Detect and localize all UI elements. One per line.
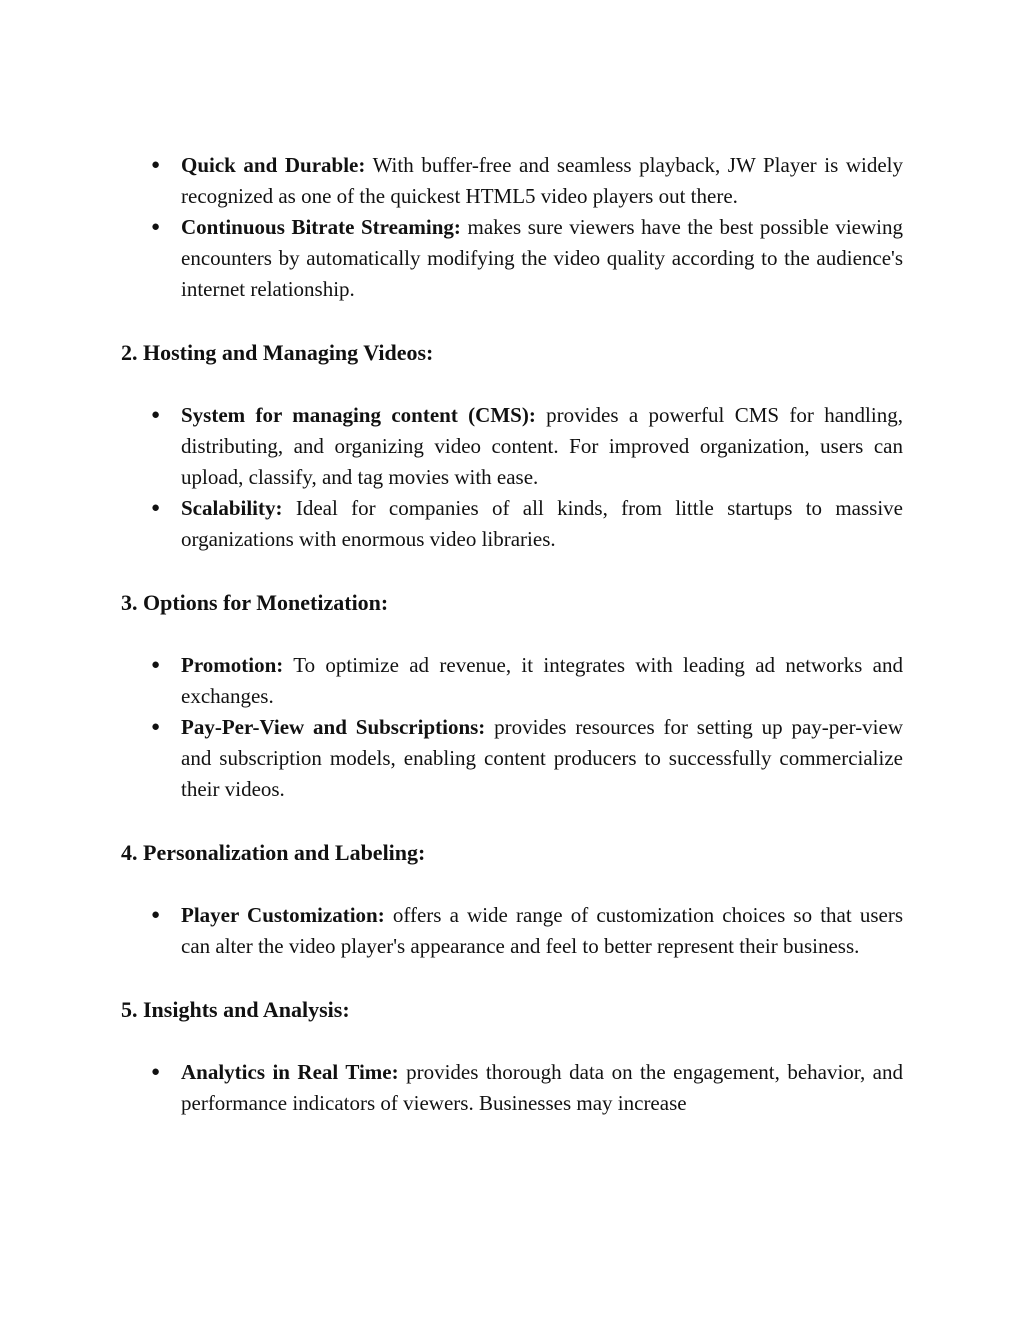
bullet-icon: ● — [151, 219, 161, 235]
section-heading: 3. Options for Monetization: — [121, 590, 389, 615]
bullet-icon: ● — [151, 407, 161, 423]
item-term: Continuous Bitrate Streaming: — [181, 215, 461, 239]
section-bullet-list — [121, 650, 903, 805]
list-item — [121, 1057, 903, 1119]
item-text: offers a wide range of customization choices so that users can alter the video player's appearance and feel to better represent their business. — [181, 903, 903, 958]
item-text: provides thorough data on the engagement, behavior, and performance indicators of viewers. Businesses may increase — [181, 1060, 903, 1115]
item-term: Pay-Per-View and Subscriptions: — [181, 715, 486, 739]
section-heading: 2. Hosting and Managing Videos: — [121, 340, 434, 365]
bullet-icon: ● — [151, 157, 161, 173]
list-item — [121, 900, 903, 962]
item-term: Player Customization: — [181, 903, 385, 927]
document-content — [121, 150, 903, 1119]
list-item — [121, 212, 903, 305]
item-text: To optimize ad revenue, it integrates with leading ad networks and exchanges. — [181, 653, 903, 708]
item-text: Ideal for companies of all kinds, from little startups to massive organizations with enormous video libraries. — [181, 496, 903, 551]
item-term: System for managing content (CMS): — [181, 403, 536, 427]
section-heading: 5. Insights and Analysis: — [121, 997, 350, 1022]
item-term: Promotion: — [181, 653, 284, 677]
item-text: provides resources for setting up pay-per-view and subscription models, enabling content producers to successfully commercialize their videos. — [181, 715, 904, 801]
item-term: Scalability: — [181, 496, 283, 520]
bullet-icon: ● — [151, 500, 161, 516]
section-heading: 4. Personalization and Labeling: — [121, 840, 426, 865]
item-text: makes sure viewers have the best possible viewing encounters by automatically modifying the video quality according to the audience's internet relationship. — [181, 215, 903, 301]
list-item — [121, 712, 903, 805]
bullet-icon: ● — [151, 1064, 161, 1080]
bullet-icon: ● — [151, 907, 161, 923]
item-text: provides a powerful CMS for handling, distributing, and organizing video content. For improved organization, users can upload, classify, and tag movies with ease. — [181, 403, 903, 489]
item-term: Quick and Durable: — [181, 153, 366, 177]
list-item — [121, 400, 903, 493]
intro-bullet-list — [121, 150, 903, 305]
item-text: With buffer-free and seamless playback, JW Player is widely recognized as one of the quickest HTML5 video players out there. — [181, 153, 903, 208]
list-item — [121, 650, 903, 712]
bullet-icon: ● — [151, 657, 161, 673]
section-bullet-list — [121, 400, 903, 555]
list-item — [121, 493, 903, 555]
bullet-icon: ● — [151, 719, 161, 735]
list-item — [121, 150, 903, 212]
section-bullet-list — [121, 1057, 903, 1119]
section-bullet-list — [121, 900, 903, 962]
item-term: Analytics in Real Time: — [181, 1060, 399, 1084]
